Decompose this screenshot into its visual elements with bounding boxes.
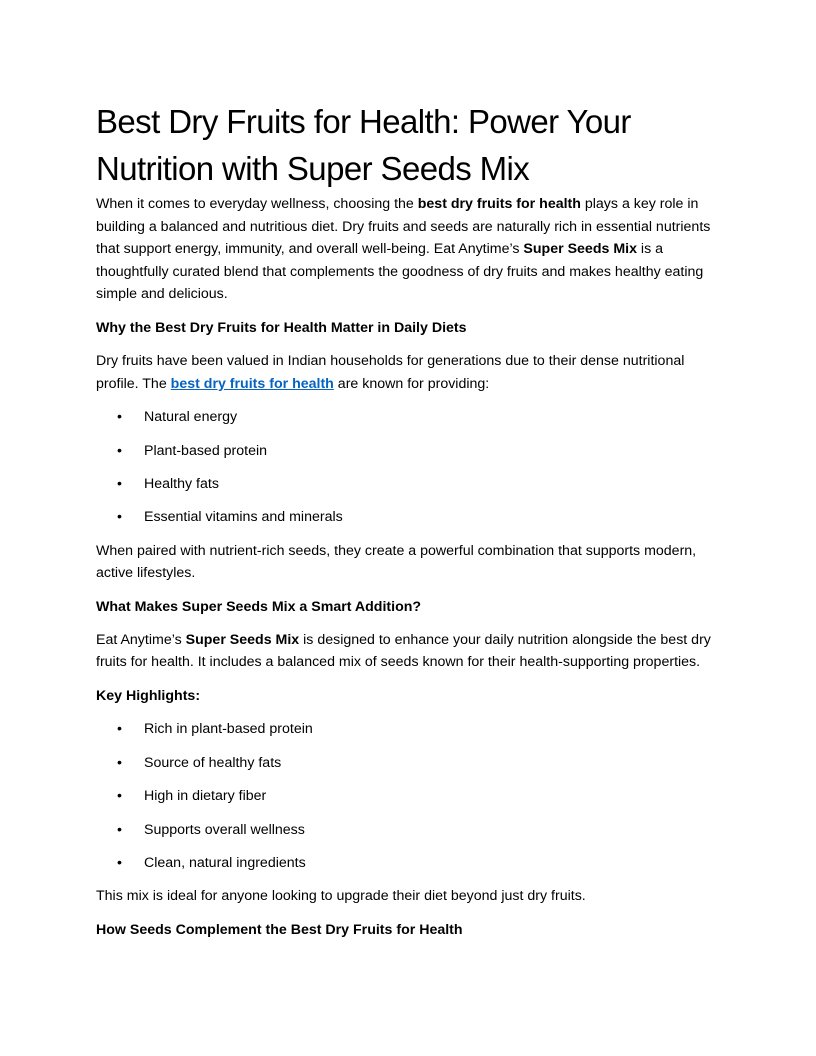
section-heading-what: What Makes Super Seeds Mix a Smart Addition? <box>96 598 422 615</box>
section1-closing: When paired with nutrient-rich seeds, they create a powerful combination that supports modern, active lifestyles. <box>96 542 697 582</box>
intro-text-1: When it comes to everyday wellness, choosing the <box>96 196 418 212</box>
section2-paragraph <box>96 629 726 674</box>
list-item: • Natural energy <box>96 406 726 429</box>
intro-text-2: plays a key role in building a balanced and nutritious diet. Dry fruits and seeds are naturally rich in essential nutrients that support energy, immunity, and overall well-being. Eat Anytime’s <box>96 196 711 258</box>
page-title: Best Dry Fruits for Health: Power Your Nutrition with Super Seeds Mix <box>96 103 631 187</box>
bullet-icon: • <box>117 721 122 738</box>
highlights-list <box>96 718 726 874</box>
bullet-icon: • <box>117 754 122 771</box>
section-heading-key-highlights: Key Highlights: <box>96 688 201 705</box>
section1-text-2: are known for providing: <box>333 375 490 392</box>
list-item: • Rich in plant-based protein <box>96 718 726 741</box>
list-item: • Essential vitamins and minerals <box>96 506 726 529</box>
bullet-icon: • <box>117 509 122 526</box>
section3-closing: This mix is ideal for anyone looking to upgrade their diet beyond just dry fruits. <box>96 888 586 905</box>
intro-text-3: is a thoughtfully curated blend that complements the goodness of dry fruits and makes healthy eating simple and delicious. <box>96 241 704 303</box>
list-item: • Clean, natural ingredients <box>96 852 726 875</box>
document-page <box>96 98 726 941</box>
intro-bold-2: Super Seeds Mix <box>523 241 637 258</box>
section2-text-1: Eat Anytime’s <box>96 631 186 648</box>
bullet-icon: • <box>117 821 122 838</box>
section-heading-why: Why the Best Dry Fruits for Health Matter in Daily Diets <box>96 319 467 336</box>
list-item: • Source of healthy fats <box>96 752 726 775</box>
bullet-icon: • <box>117 788 122 805</box>
bullet-icon: • <box>117 409 122 426</box>
intro-bold-1: best dry fruits for health <box>417 196 581 212</box>
intro-paragraph <box>96 193 726 306</box>
section2-bold: Super Seeds Mix <box>185 631 300 648</box>
list-item: • Supports overall wellness <box>96 819 726 842</box>
list-item: • High in dietary fiber <box>96 785 726 808</box>
section2-text-2: is designed to enhance your daily nutrition alongside the best dry fruits for health. It includes a balanced mix of seeds known for their health-supporting properties. <box>96 631 711 671</box>
best-dry-fruits-link[interactable]: best dry fruits for health <box>170 375 334 392</box>
list-item: • Healthy fats <box>96 473 726 496</box>
bullet-icon: • <box>117 475 122 492</box>
list-item: • Plant-based protein <box>96 440 726 463</box>
bullet-icon: • <box>117 442 122 459</box>
section-heading-how: How Seeds Complement the Best Dry Fruits for Health <box>96 921 463 938</box>
section1-text-1: Dry fruits have been valued in Indian households for generations due to their dense nutritional profile. The <box>96 353 685 392</box>
benefits-list <box>96 406 726 529</box>
bullet-icon: • <box>117 855 122 872</box>
section1-paragraph <box>96 350 726 395</box>
